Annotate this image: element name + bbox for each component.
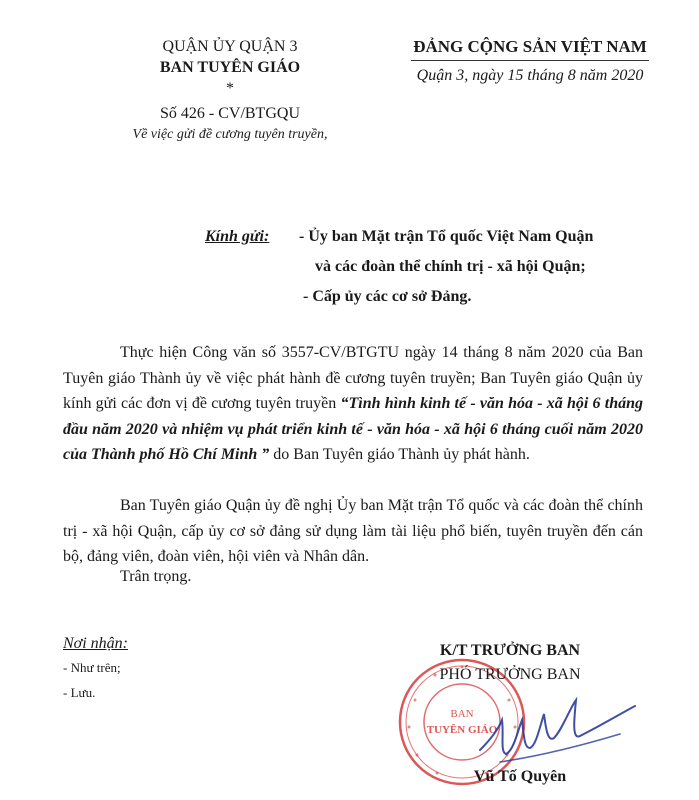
- org-name-line1: QUẬN ỦY QUẬN 3: [162, 38, 298, 55]
- star-mark: *: [226, 80, 234, 97]
- party-name: ĐẢNG CỘNG SẢN VIỆT NAM: [413, 37, 647, 56]
- recipients-block: [205, 222, 593, 312]
- seal-center-line2: TUYÊN GIÁO: [426, 724, 498, 736]
- signature-title-line2: PHÓ TRƯỞNG BAN: [439, 666, 581, 683]
- document-date: Quận 3, ngày 15 tháng 8 năm 2020: [416, 67, 644, 84]
- distribution-list: [63, 633, 128, 705]
- closing-text: Trân trọng.: [120, 568, 192, 585]
- distribution-label: Nơi nhận:: [63, 635, 128, 652]
- body-p1-part-a: Thực hiện Công văn số 3557-CV/BTGTU ngày 14 tháng 8 năm 2020 của Ban Tuyên giáo Thành ủy về việc phát hành đề cương tuyên truyền; Ban Tuyên giáo Quận ủy kính gửi các đơn vị đề cương tuyên truyền: [63, 344, 643, 412]
- party-name-underline: [411, 60, 649, 61]
- body-paragraph-1: [63, 340, 643, 468]
- signer-name: Vũ Tố Quyên: [473, 768, 567, 785]
- document-number: Số 426 - CV/BTGQU: [159, 105, 300, 122]
- header-left: [95, 36, 365, 145]
- signature-block: [400, 638, 620, 686]
- distribution-item: - Như trên;: [63, 660, 121, 675]
- handwritten-signature: [470, 690, 640, 770]
- recipient-line-2: và các đoàn thể chính trị - xã hội Quận;: [315, 258, 586, 275]
- org-name-line2: BAN TUYÊN GIÁO: [159, 59, 301, 76]
- body-p1-part-c: do Ban Tuyên giáo Thành ủy phát hành.: [269, 446, 530, 463]
- recipients-label: Kính gửi:: [205, 228, 270, 245]
- body-p1-quoted-title: “Tình hình kinh tế - văn hóa - xã hội 6 tháng đầu năm 2020 và nhiệm vụ phát triển kinh tế - văn hóa - xã hội 6 tháng cuối năm 2020 của Thành phố Hồ Chí Minh ”: [63, 395, 643, 463]
- signature-title-line1: K/T TRƯỞNG BAN: [439, 642, 581, 659]
- recipient-line-1: - Ủy ban Mặt trận Tổ quốc Việt Nam Quận: [299, 228, 594, 245]
- body-paragraph-2: Ban Tuyên giáo Quận ủy đề nghị Ủy ban Mặt trận Tổ quốc và các đoàn thể chính trị - xã hội Quận, cấp ủy cơ sở đảng sử dụng làm tài liệu phổ biến, tuyên truyền đến cán bộ, đảng viên, đoàn viên, hội viên và Nhân dân.: [63, 497, 643, 565]
- header-right: [380, 36, 680, 87]
- distribution-item: - Lưu.: [63, 685, 96, 700]
- recipient-line-3: - Cấp ủy các cơ sở Đảng.: [303, 288, 472, 305]
- document-subject: Về việc gửi đề cương tuyên truyền,: [132, 127, 328, 142]
- seal-center-line1: BAN: [450, 708, 474, 720]
